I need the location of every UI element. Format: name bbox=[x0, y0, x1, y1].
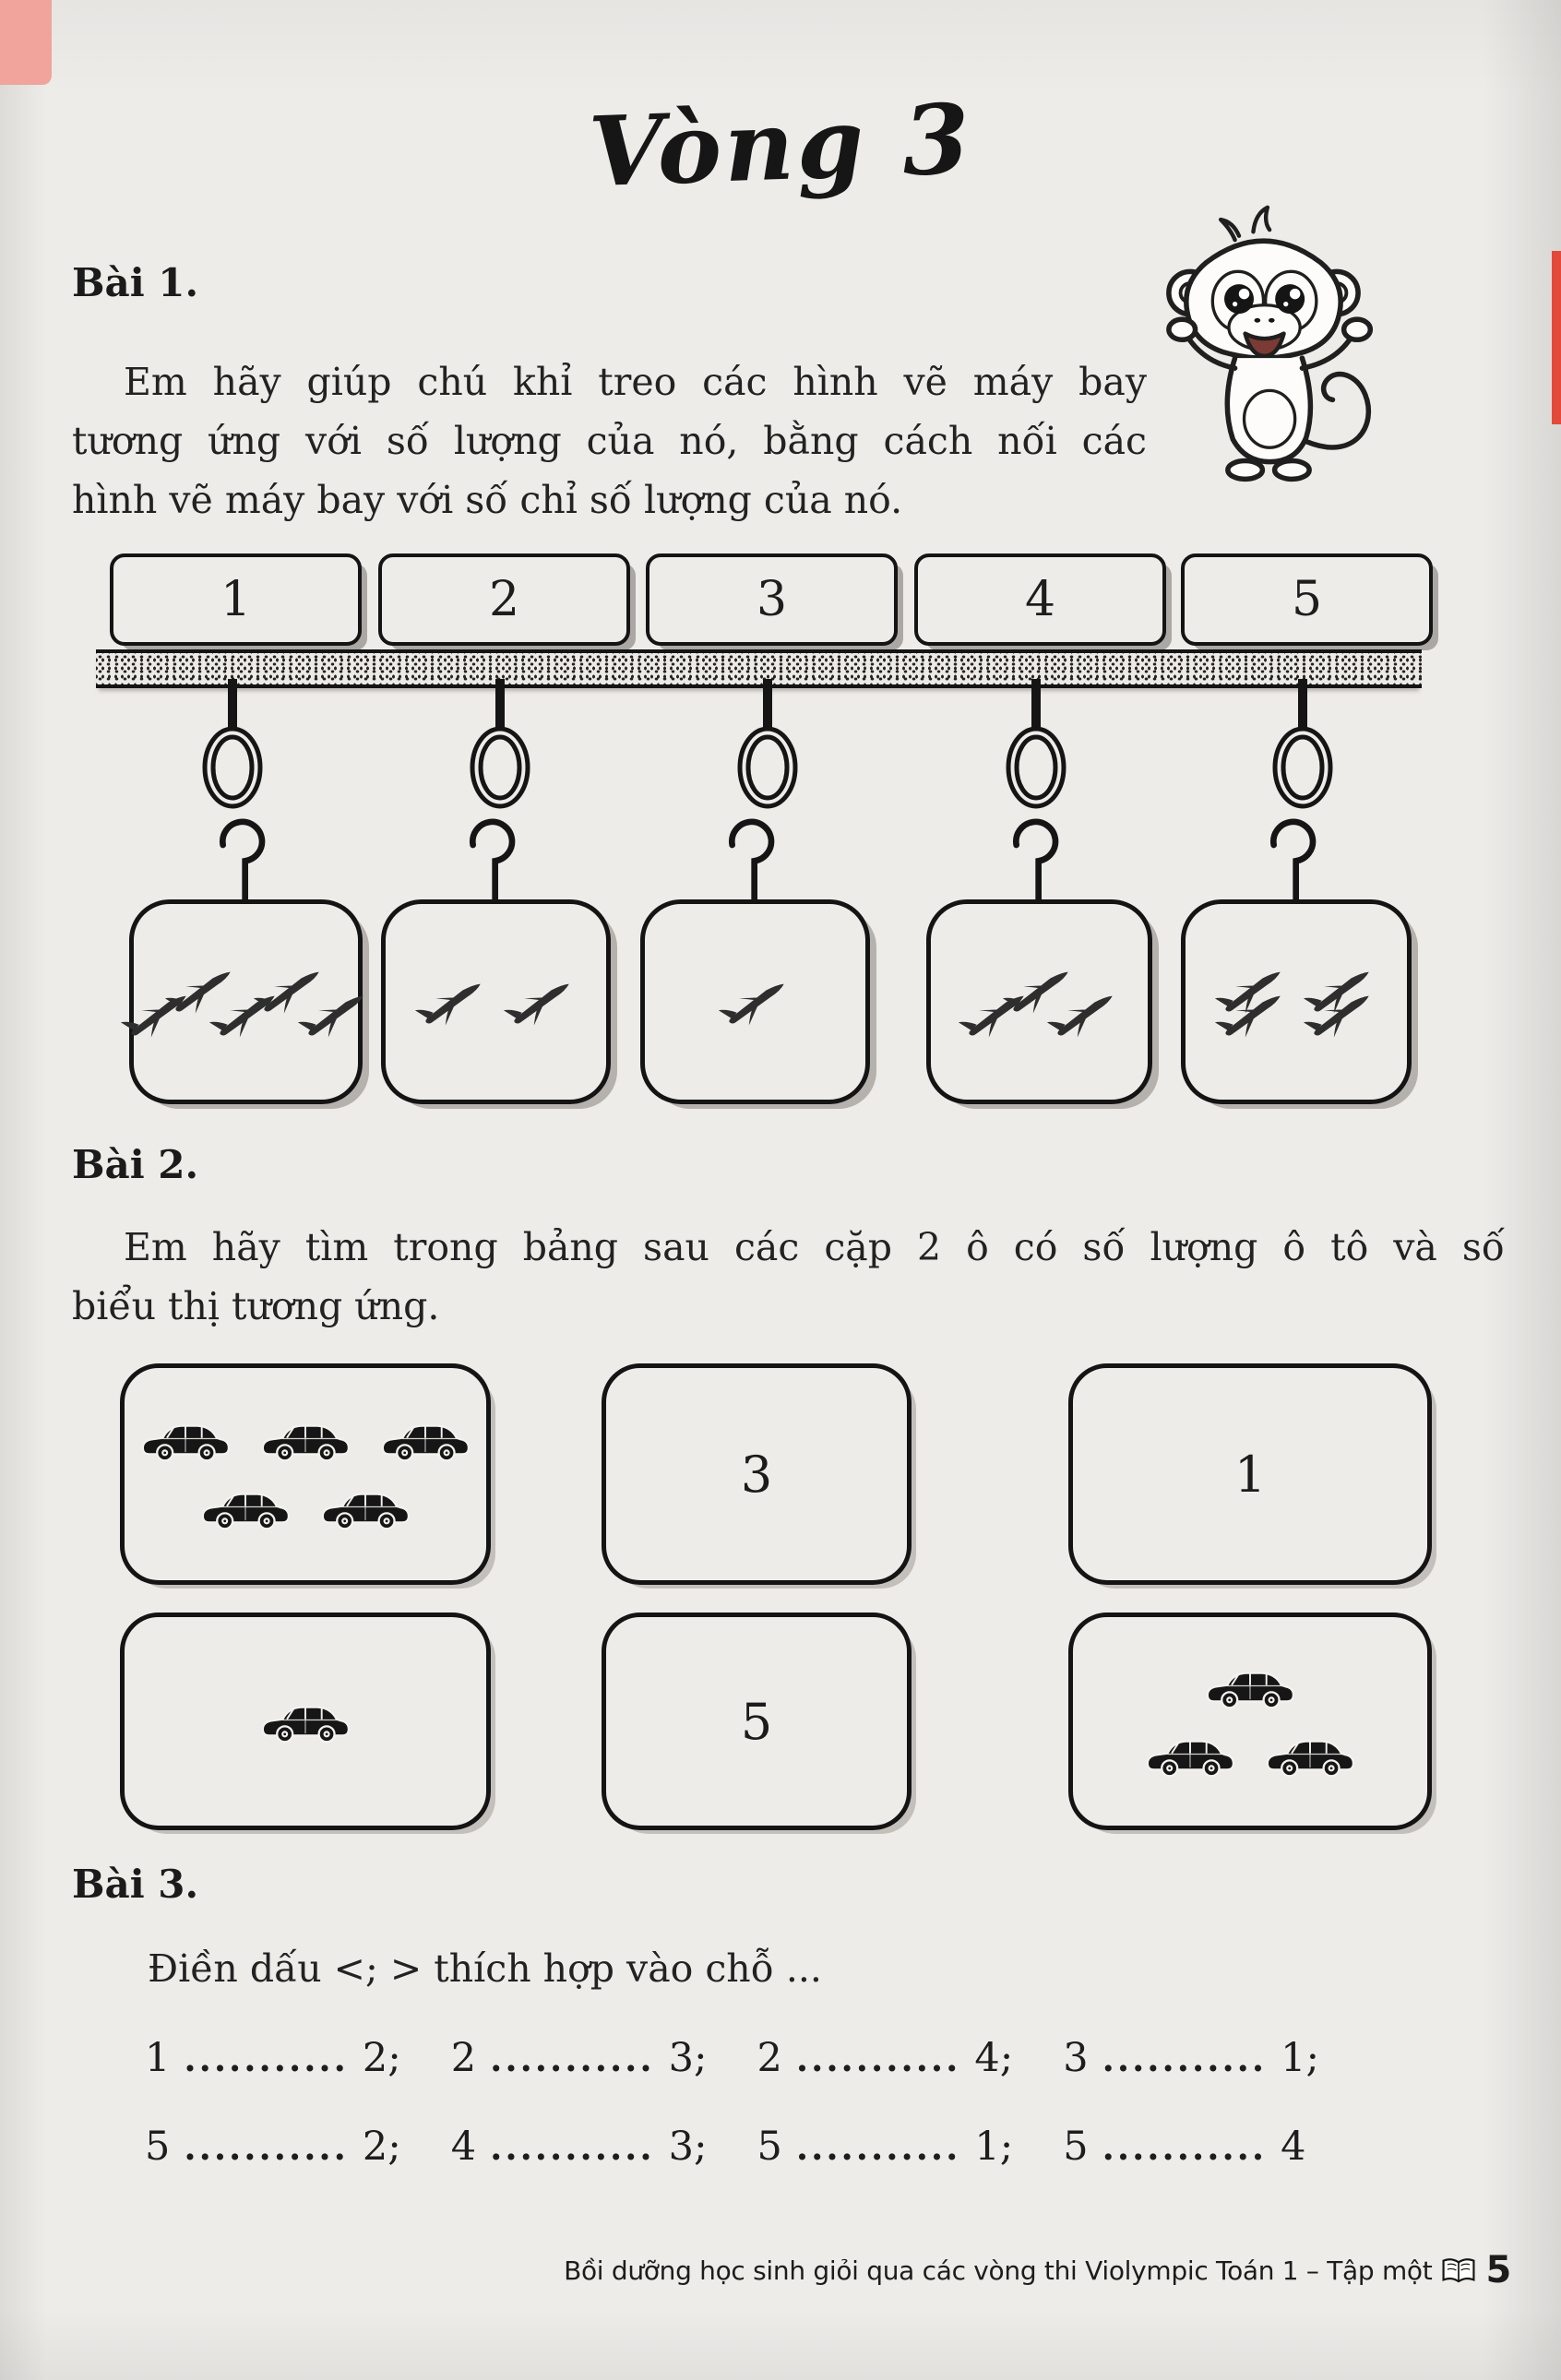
comparison-row-1 bbox=[145, 2035, 1319, 2081]
comparison-item: 5 ........... 1; bbox=[757, 2124, 1014, 2170]
cell-number: 5 bbox=[740, 1692, 773, 1751]
scan-corner-pink bbox=[0, 0, 52, 85]
car-icon bbox=[1264, 1732, 1356, 1779]
car-icon bbox=[139, 1417, 232, 1463]
hanger-hook-icon bbox=[995, 812, 1074, 904]
plane-card-1 bbox=[129, 899, 363, 1104]
grid-cell-number-1 bbox=[1068, 1363, 1432, 1585]
comparison-item: 5 ........... 4 bbox=[1063, 2124, 1306, 2170]
rail-ring-icon bbox=[197, 679, 268, 821]
exercise1-prompt bbox=[72, 352, 1147, 530]
comparison-item: 3 ........... 1; bbox=[1063, 2035, 1319, 2081]
car-icon bbox=[319, 1485, 411, 1531]
car-icon bbox=[379, 1417, 471, 1463]
prompt-line: biểu thị tương ứng. bbox=[72, 1284, 440, 1328]
rail-ring-icon bbox=[1268, 679, 1338, 821]
exercise1-label: Bài 1. bbox=[72, 260, 199, 305]
car-row bbox=[1204, 1664, 1296, 1710]
cell-number: 1 bbox=[1233, 1445, 1267, 1504]
page-title: Vòng 3 bbox=[587, 81, 974, 209]
grid-cell-number-5 bbox=[602, 1612, 912, 1830]
rail-ring-icon bbox=[733, 679, 803, 821]
number-label: 5 bbox=[1291, 572, 1323, 627]
prompt-line: hình vẽ máy bay với số chỉ số lượng của nó. bbox=[72, 478, 903, 522]
grid-cell-cars-5 bbox=[120, 1363, 491, 1585]
footer-text: Bồi dưỡng học sinh giỏi qua các vòng thi Violympic Toán 1 – Tập một bbox=[564, 2255, 1433, 2286]
car-row bbox=[199, 1485, 411, 1531]
plane-card-5 bbox=[1181, 899, 1412, 1104]
rail-ring-icon bbox=[465, 679, 535, 821]
exercise3-instruction: Điền dấu <; > thích hợp vào chỗ ... bbox=[148, 1946, 822, 1991]
exercise2-prompt bbox=[72, 1218, 1505, 1336]
car-row bbox=[1144, 1732, 1356, 1779]
number-label: 2 bbox=[488, 572, 520, 627]
airplane-icon bbox=[406, 961, 497, 1043]
car-icon bbox=[199, 1485, 292, 1531]
grid-cell-cars-1 bbox=[120, 1612, 491, 1830]
prompt-line: tương ứng với số lượng của nó, bằng cách nối các bbox=[72, 419, 1147, 463]
hanger-hook-icon bbox=[710, 812, 790, 904]
hanger-hook-icon bbox=[1252, 812, 1331, 904]
hanger-hook-icon bbox=[201, 812, 280, 904]
open-book-icon bbox=[1441, 2256, 1476, 2284]
number-box-1 bbox=[110, 553, 362, 646]
scan-edge-red bbox=[1552, 251, 1561, 424]
number-label: 3 bbox=[756, 572, 788, 627]
comparison-item: 4 ........... 3; bbox=[450, 2124, 708, 2170]
plane-card-4 bbox=[926, 899, 1152, 1104]
airplane-icon bbox=[709, 961, 801, 1043]
number-box-4 bbox=[914, 553, 1166, 646]
comparison-item: 2 ........... 4; bbox=[757, 2035, 1014, 2081]
page-number: 5 bbox=[1485, 2249, 1511, 2291]
prompt-line: Em hãy giúp chú khỉ treo các hình vẽ máy bay bbox=[124, 360, 1147, 404]
number-label: 1 bbox=[220, 572, 252, 627]
car-icon bbox=[259, 1417, 352, 1463]
monkey-illustration bbox=[1151, 199, 1386, 515]
airplane-icon bbox=[495, 961, 586, 1043]
number-box-2 bbox=[378, 553, 630, 646]
prompt-line: Em hãy tìm trong bảng sau các cặp 2 ô có số lượng ô tô và số bbox=[124, 1225, 1505, 1269]
plane-row bbox=[412, 979, 580, 1025]
grid-cell-number-3 bbox=[602, 1363, 912, 1585]
car-icon bbox=[259, 1698, 352, 1744]
car-icon bbox=[1144, 1732, 1236, 1779]
plane-card-3 bbox=[640, 899, 870, 1104]
plane-row bbox=[118, 991, 375, 1037]
comparison-row-2 bbox=[145, 2124, 1306, 2170]
exercise2-label: Bài 2. bbox=[72, 1142, 199, 1187]
number-label: 4 bbox=[1024, 572, 1056, 627]
comparison-item: 5 ........... 2; bbox=[145, 2124, 401, 2170]
car-row bbox=[139, 1417, 471, 1463]
rail-ring-icon bbox=[1001, 679, 1071, 821]
exercise3-label: Bài 3. bbox=[72, 1862, 199, 1907]
plane-row bbox=[716, 979, 795, 1025]
car-icon bbox=[1204, 1664, 1296, 1710]
plane-card-2 bbox=[381, 899, 611, 1104]
page-footer bbox=[564, 2249, 1511, 2291]
plane-row bbox=[1212, 991, 1380, 1037]
hanger-hook-icon bbox=[451, 812, 530, 904]
grid-cell-cars-3 bbox=[1068, 1612, 1432, 1830]
comparison-item: 2 ........... 3; bbox=[450, 2035, 708, 2081]
car-row bbox=[259, 1698, 352, 1744]
cell-number: 3 bbox=[740, 1445, 773, 1504]
number-box-3 bbox=[646, 553, 898, 646]
comparison-item: 1 ........... 2; bbox=[145, 2035, 401, 2081]
number-box-5 bbox=[1181, 553, 1433, 646]
